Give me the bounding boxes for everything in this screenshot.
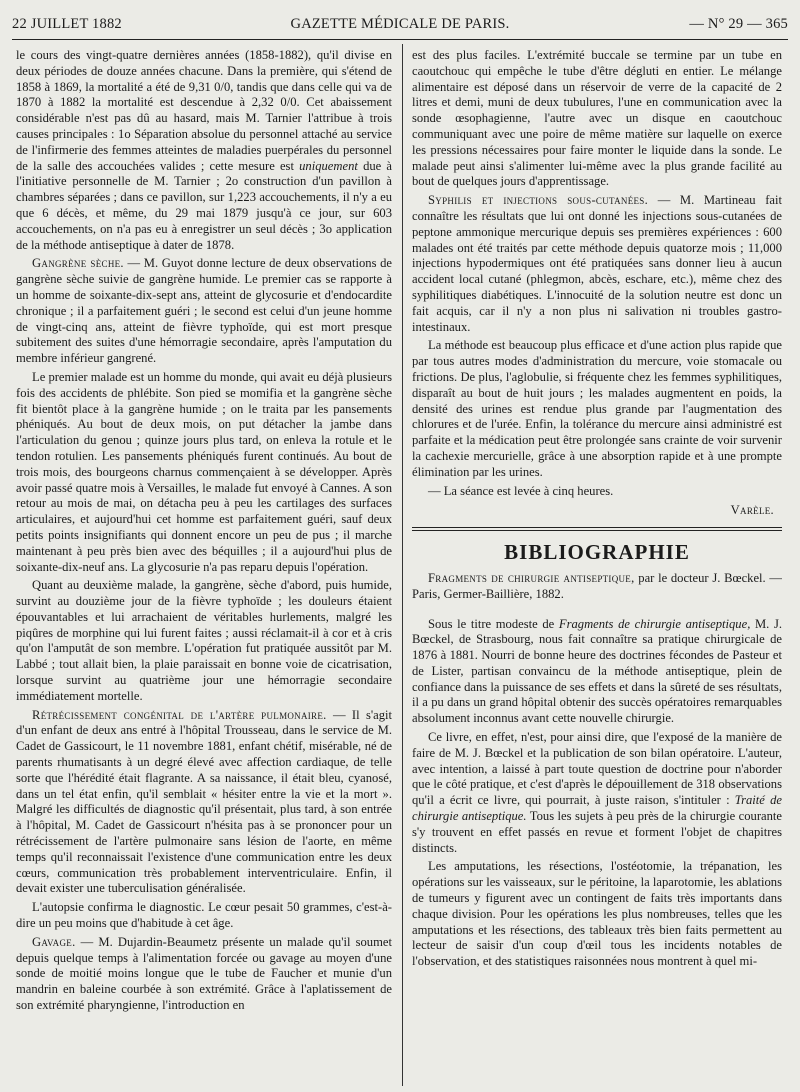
review-paragraph-1: Sous le titre modeste de Fragments de chirurgie antiseptique, M. J. Bœckel, de Strasbourg, nous fait connaître sa pratique chirurgicale de 1876 à 1881. Nourri de bonne heure des doctrines fécondes de Pasteur et de Lister, partisan convaincu de la méthode antiseptique, plein de confiance dans la puissance de ses effets et dans la sûreté de ses résultats, il a pu dans un grand hôpital obtenir des succès opératoires remarquables absolument inconnus avant cette nouvelle chirurgie.	[412, 616, 782, 726]
gavage-continuation: est des plus faciles. L'extrémité buccale se termine par un tube en caoutchouc qui empêche le tube d'être dégluti en entier. Le mélange alimentaire est déposé dans un réservoir de verre de la capacité de 2 litres et demi, muni de deux tubulures, l'une en communication avec la sonde œsophagienne, l'autre avec un disque en caoutchouc communiquant avec une poire de même matière sur laquelle on exerce les pressions nécessaires pour faire monter le liquide dans la sonde. Le malade peut ainsi s'alimenter lui-même avec la plus grande facilité au bout de quelques jours d'apprentissage.	[412, 48, 782, 189]
syphilis-heading: Syphilis et injections sous-cutanées.	[428, 193, 649, 208]
review-paragraph-3: Les amputations, les résections, l'ostéotomie, la trépanation, les opérations sur les vaisseaux, sur le péritoine, la laparotomie, les ablations de tumeurs y figurent avec un contingent de faits très importants dans chaque division. Pour les opérations les plus nombreuses, telles que les amputations et les résections, des tableaux très bien faits permettent au lecteur de saisir d'un coup d'œil tous les incidents notables de l'observation, et des statistiques raisonnées nous montrent à quel mi-	[412, 859, 782, 969]
method-paragraph: La méthode est beaucoup plus efficace et d'une action plus rapide que par tous autres modes d'administration du mercure, voie stomacale ou frictions. De plus, l'aglobulie, si fréquente chez les femmes syphilitiques, disparaît au bout de huit jours ; les malades augmentent en poids, la densité des urines est rendue plus grande par l'augmentation des chlorures et de l'urée. Enfin, la tolérance du mercure ainsi administré est parfaite et la médication peut être prolongée sans crainte de voir survenir la cachexie mercurielle, grâce à une absorption rapide et à une prompte élimination par les urines.	[412, 338, 782, 479]
header-rule	[12, 39, 788, 40]
right-column	[412, 48, 782, 1086]
left-column	[16, 48, 392, 1086]
gangrene-heading: Gangrène sèche.	[32, 256, 124, 271]
second-patient-paragraph: Quant au deuxième malade, la gangrène, sèche d'abord, puis humide, survint au douzième jour de la fièvre typhoïde ; les douleurs étaient épouvantables et lui arrachaient de véritables hurlements, malgré les piqûres de morphine qui lui furent faites ; aussi réclamait-il à cor et à cris qu'on l'amputât de son membre. L'opération fut pratiquée aussitôt par M. Labbé ; tout allait bien, la plaie paraissait en bonne voie de cicatrisation, lorsque survint au quatrième jour une hémorragie secondaire immédiatement mortelle.	[16, 578, 392, 703]
journal-title: GAZETTE MÉDICALE DE PARIS.	[290, 16, 510, 32]
issue-page-number: — N° 29 — 365	[689, 16, 788, 32]
syphilis-section: Syphilis et injections sous-cutanées. — M. Martineau fait connaître les résultats que lui ont donné les injections sous-cutanées de peptone ammonique mercurique depuis ses premières expériences : 600 malades ont été traités par cette méthode depuis quatorze mois ; 11,000 injections hypodermiques ont été pratiquées sans donner lieu à aucun accident local cutané (phlegmon, abcès, eschare, etc.), même chez des syphilitiques diabétiques. L'innocuité de la solution neutre est donc un fait acquis, car il n'y a non plus ni salivation ni troubles gastro-intestinaux.	[412, 193, 782, 334]
gavage-heading: Gavage.	[32, 934, 76, 949]
first-patient-paragraph: Le premier malade est un homme du monde, qui avait eu déjà plusieurs fois des accidents de phlébite. Son pied se momifia et la gangrène sèche fit bientôt place à la gangrène humide ; on le traita par les pansements phéniqués. Au bout de deux mois, on put détacher la jambe dans l'articulation du genou ; quinze jours plus tard, on enleva la rotule et le tendon rotulien. Les pansements phéniqués furent continués. Au bout de trois mois, des bourgeons charnus commençaient à se développer. Après avoir passé quatre mois à Versailles, le malade fut envoyé à Cannes. A son retour au mois de mai, on détacha peu à peu les cartilages des surfaces articulaires, et aujourd'hui cet homme est parfaitement guéri, sauf deux petits points insignifiants qui donnent encore un peu de pus ; il marche maintenant à peu près bien avec des béquilles ; il a aujourd'hui plus de soixante-dix-neuf ans. La glycosurie n'a pas reparu depuis l'opération.	[16, 369, 392, 574]
header-date: 22 JUILLET 1882	[12, 16, 122, 32]
autopsy-paragraph: L'autopsie confirma le diagnostic. Le cœur pesait 50 grammes, c'est-à-dire un peu moins que d'habitude à cet âge.	[16, 900, 392, 931]
tarnier-paragraph: le cours des vingt-quatre dernières années (1858-1882), qu'il divise en deux périodes de douze années chacune. Dans la première, qui s'étend de 1858 à 1869, la mortalité a été de 9,31 0/0, tandis que dans celle qui va de 1870 à 1882 la mortalité est descendue à 2,32 0/0. Cet abaissement considérable n'est pas dû au hasard, mais M. Tarnier l'attribue à trois causes principales : 1o Séparation absolue du personnel attaché au service de l'infirmerie des femmes atteintes de maladies puerpérales du personnel de la salle des accouchées valides ; cette mesure est uniquement due à l'initiative personnelle de M. Tarnier ; 2o construction d'un pavillon à chambres séparées ; dans ce pavillon, sur 1,223 accouchements, il n'y a eu que 6 décès, et même, du 29 mai 1879 jusqu'à ce jour, sur 603 accouchements, on n'a pas eu à enregistrer un seul décès ; 3o application de la méthode antiseptique à dater de 1878.	[16, 48, 392, 252]
signature: Varèle.	[730, 503, 774, 518]
gavage-section: Gavage. — M. Dujardin-Beaumetz présente un malade qu'il soumet depuis quelque temps à l'alimentation forcée ou gavage au moyen d'une sonde de moitié moins longue que le tube de Faucher et munie d'un mandrin en baleine courbée à son extrémité. Grâce à l'aplatissement de son extrémité pharyngienne, l'introduction en	[16, 934, 392, 1013]
gangrene-section: Gangrène sèche. — M. Guyot donne lecture de deux observations de gangrène sèche suivie de gangrène humide. Le premier cas se rapporte à un homme de soixante-dix-sept ans, atteint de glycosurie et d'endocardite chronique ; il a parfaitement guéri ; le second est celui d'un jeune homme de vingt-cinq ans, atteint de fièvre typhoïde, qui est mort presque subitement des suites d'une hémorragie secondaire, après l'amputation du membre inférieur gangrené.	[16, 256, 392, 366]
page-header	[12, 16, 788, 38]
pulmonary-section: Rétrécissement congénital de l'artère pulmonaire. — Il s'agit d'un enfant de deux ans entré à l'hôpital Trousseau, dans le service de M. Cadet de Gassicourt, le 11 novembre 1881, enfant chétif, misérable, né de parents rhumatisants à un degré élevé avec affection cardiaque, de telle sorte que l'hérédité était flagrante. A sa naissance, il était bleu, cyanosé, dans un tel état enfin, qu'il semblait « hésiter entre la vie et la mort ». Malgré les difficultés de diagnostic qu'il présentait, plus tard, à son entrée à l'hôpital, M. Cadet de Gassicourt n'hésita pas à se prononcer pour un rétrécissement de l'artère pulmonaire sans lésion de l'aorte, en même temps qu'il reconnaissait l'existence d'une communication entre les deux cœurs, communication très probablement interventriculaire. Enfin, il devait exister une tuberculisation généralisée.	[16, 707, 392, 896]
pulmonary-heading: Rétrécissement congénital de l'artère pulmonaire.	[32, 707, 327, 722]
session-close: — La séance est levée à cinq heures.	[428, 483, 614, 498]
bibliography-title: BIBLIOGRAPHIE	[504, 540, 690, 565]
section-rule	[412, 527, 782, 531]
review-paragraph-2: Ce livre, en effet, n'est, pour ainsi dire, que l'exposé de la manière de faire de M. J. Bœckel et la publication de son bilan opératoire. L'auteur, avec intention, a laissé à part toute question de doctrine pour n'aborder que le côté pratique, et c'est d'après le dépouillement de 318 observations qu'il a écrit ce livre, qui pourrait, à juste raison, s'intituler : Traité de chirurgie antiseptique. Tous les sujets à peu près de la chirurgie courante s'y trouvent en effet passés en revue et forment l'objet de chapitres distincts.	[412, 730, 782, 855]
column-divider	[402, 44, 403, 1086]
book-title: Fragments de chirurgie antiseptique,	[428, 570, 635, 585]
book-reference: Fragments de chirurgie antiseptique, par le docteur J. Bœckel. — Paris, Germer-Baillière, 1882.	[412, 570, 782, 601]
